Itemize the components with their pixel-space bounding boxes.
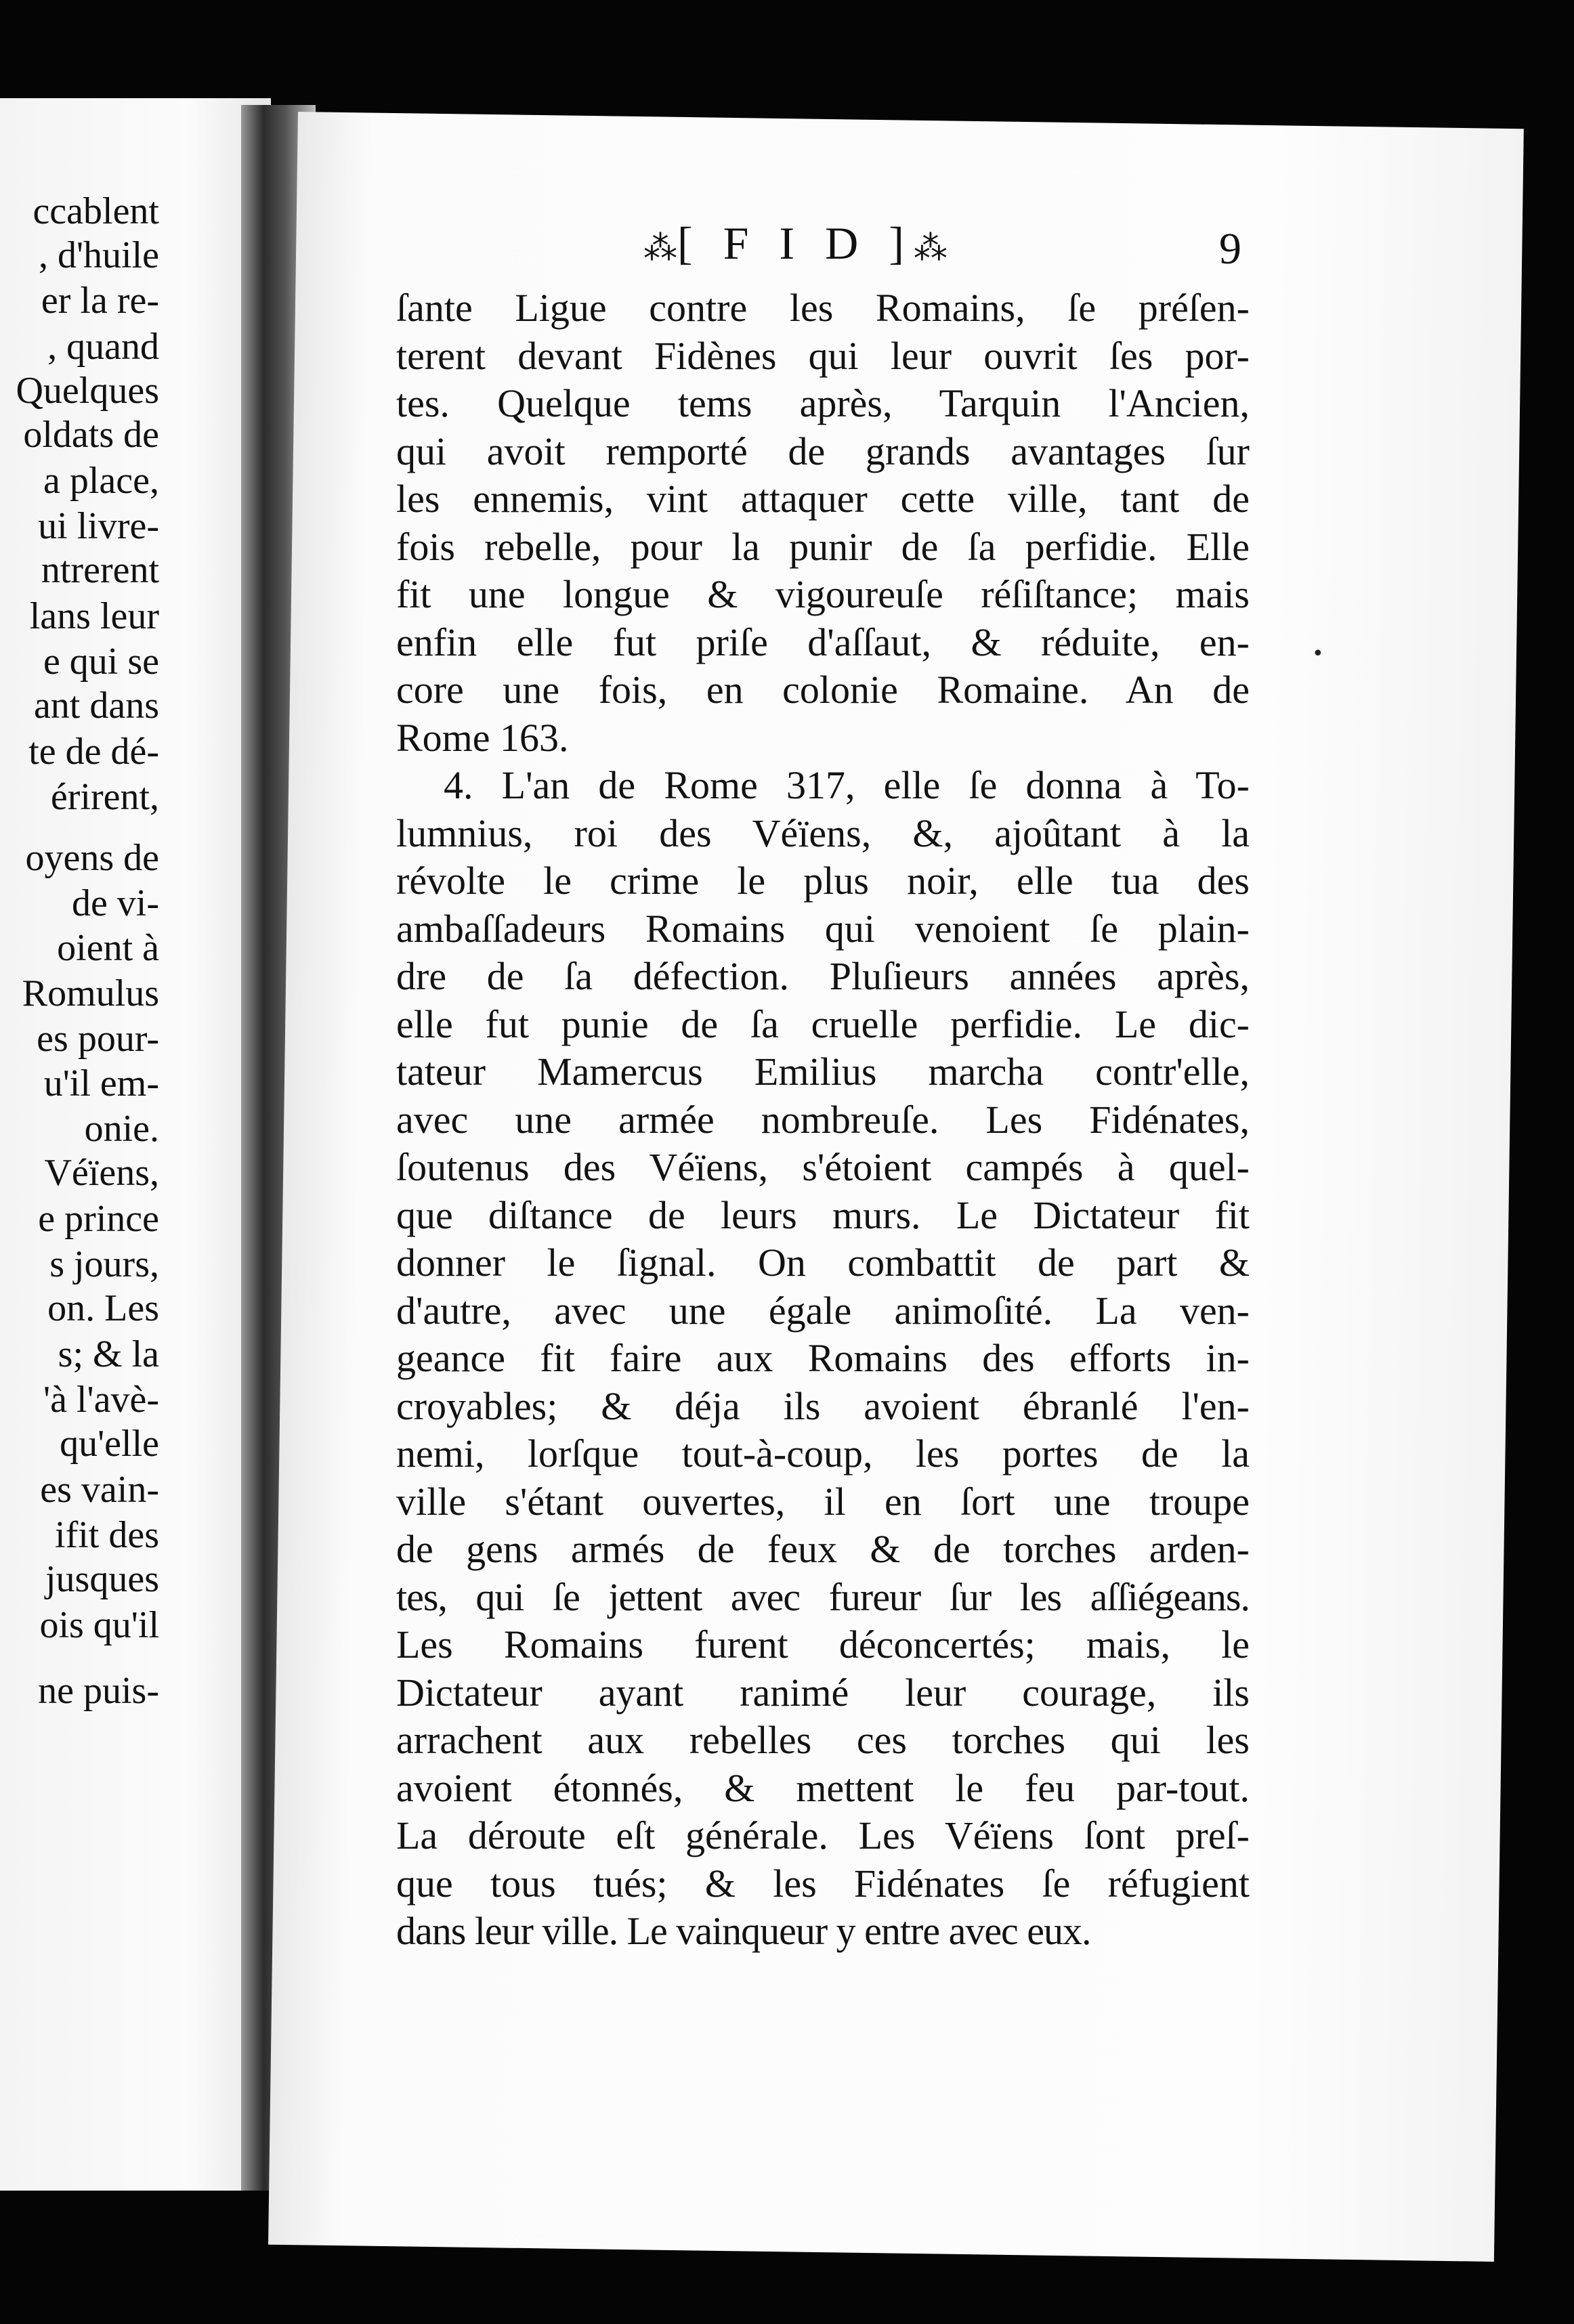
body-line: ſante Ligue contre les Romains, ſe préſen- <box>396 286 1250 330</box>
left-page-line: onie. <box>84 1108 159 1150</box>
left-page-line: ccablent <box>33 190 159 232</box>
body-line: Dictateur ayant ranimé leur courage, ils <box>396 1670 1250 1715</box>
left-page-line: Quelques <box>16 370 159 412</box>
left-page-line: s jours, <box>49 1243 159 1285</box>
body-line: révolte le crime le plus noir, elle tua des <box>396 859 1250 903</box>
left-page-line: oient à <box>57 927 159 969</box>
body-line: arrachent aux rebelles ces torches qui les <box>396 1718 1250 1762</box>
left-page-line: ui livre- <box>38 505 159 547</box>
body-line: lumnius, roi des Véïens, &, ajoûtant à la <box>396 811 1250 855</box>
left-page-line: 'à l'avè- <box>43 1379 159 1421</box>
left-page-line: jusques <box>45 1558 159 1600</box>
page-number: 9 <box>1219 224 1241 274</box>
body-line: 4. L'an de Rome 317, elle ſe donna à To- <box>444 763 1250 807</box>
body-line: que tous tués; & les Fidénates ſe réfugient <box>396 1861 1250 1906</box>
left-page-line: Véïens, <box>44 1152 159 1194</box>
body-line: core une fois, en colonie Romaine. An de <box>396 668 1250 712</box>
left-page-line: u'il em- <box>43 1062 159 1104</box>
body-line: elle fut punie de ſa cruelle perfidie. Le dic- <box>396 1002 1250 1046</box>
left-facing-page <box>0 98 271 2191</box>
body-line: fit une longue & vigoureuſe réſiſtance; mais <box>396 572 1250 616</box>
left-page-line: de vi- <box>71 882 159 924</box>
body-line: donner le ſignal. On combattit de part & <box>396 1241 1250 1285</box>
body-line: avoient étonnés, & mettent le feu par-tout. <box>396 1765 1250 1810</box>
left-page-line: ne puis- <box>38 1670 159 1712</box>
left-page-line: Romulus <box>22 972 159 1014</box>
body-line: tes. Quelque tems après, Tarquin l'Ancien, <box>396 381 1250 425</box>
body-line: tes, qui ſe jettent avec fureur ſur les aſſiégeans. <box>396 1574 1250 1619</box>
left-page-line: s; & la <box>58 1333 159 1375</box>
left-page-line: es vain- <box>40 1469 159 1511</box>
running-head-title: [ F I D ] <box>677 217 914 269</box>
body-line: ville s'étant ouvertes, il en ſort une troupe <box>396 1479 1250 1524</box>
body-line: terent devant Fidènes qui leur ouvrit ſes por- <box>396 333 1250 378</box>
left-page-line: ant dans <box>33 685 159 727</box>
body-line: croyables; & déja ils avoient ébranlé l'en- <box>396 1383 1250 1428</box>
left-page-line: es pour- <box>37 1018 159 1060</box>
left-page-line: ntrerent <box>41 549 159 591</box>
body-line: les ennemis, vint attaquer cette ville, tant de <box>396 477 1250 521</box>
body-line: d'autre, avec une égale animoſité. La ven- <box>396 1288 1250 1333</box>
left-page-line: ois qu'il <box>39 1604 159 1646</box>
left-page-line: er la re- <box>41 280 159 322</box>
body-line: fois rebelle, pour la punir de ſa perfidie. Elle <box>396 524 1250 569</box>
running-head <box>643 217 948 270</box>
ornament-left-icon: ⁂ <box>643 229 677 267</box>
left-page-line: oldats de <box>23 414 159 456</box>
body-line: dans leur ville. Le vainqueur y entre avec eux. <box>396 1909 1091 1953</box>
body-line: avec une armée nombreuſe. Les Fidénates, <box>396 1097 1250 1142</box>
body-line: nemi, lorſque tout-à-coup, les portes de la <box>396 1432 1250 1476</box>
body-line: que diſtance de leurs murs. Le Dictateur fit <box>396 1192 1250 1237</box>
body-line: enfin elle fut priſe d'aſſaut, & réduite, en- <box>396 620 1250 664</box>
left-page-line: oyens de <box>25 837 159 879</box>
left-page-line: érirent, <box>50 776 159 818</box>
left-page-line: on. Les <box>47 1287 159 1329</box>
left-page-line: e prince <box>38 1198 159 1240</box>
body-line: ſoutenus des Véïens, s'étoient campés à quel- <box>396 1145 1250 1189</box>
body-text <box>396 284 1250 1956</box>
left-page-line: qu'elle <box>60 1423 159 1465</box>
stray-mark: • <box>1312 642 1324 666</box>
body-line: qui avoit remporté de grands avantages ſur <box>396 429 1250 473</box>
left-page-line: ifit des <box>55 1514 159 1556</box>
left-page-line: e qui se <box>43 641 159 683</box>
body-line: de gens armés de feux & de torches arden- <box>396 1527 1250 1571</box>
left-page-line: lans leur <box>29 595 159 637</box>
body-line: tateur Mamercus Emilius marcha contr'elle, <box>396 1050 1250 1094</box>
body-line: Rome 163. <box>396 715 569 760</box>
body-line: Les Romains furent déconcertés; mais, le <box>396 1622 1250 1666</box>
body-line: geance fit faire aux Romains des efforts in- <box>396 1336 1250 1380</box>
ornament-right-icon: ⁂ <box>913 229 948 267</box>
body-line: ambaſſadeurs Romains qui venoient ſe plain- <box>396 906 1250 951</box>
left-page-line: , d'huile <box>38 234 159 276</box>
body-line: dre de ſa défection. Pluſieurs années après, <box>396 954 1250 998</box>
left-page-line: a place, <box>43 460 159 502</box>
left-page-line: te de dé- <box>28 731 159 773</box>
body-line: La déroute eſt générale. Les Véïens ſont preſ- <box>396 1813 1250 1857</box>
left-page-line: , quand <box>47 326 159 368</box>
